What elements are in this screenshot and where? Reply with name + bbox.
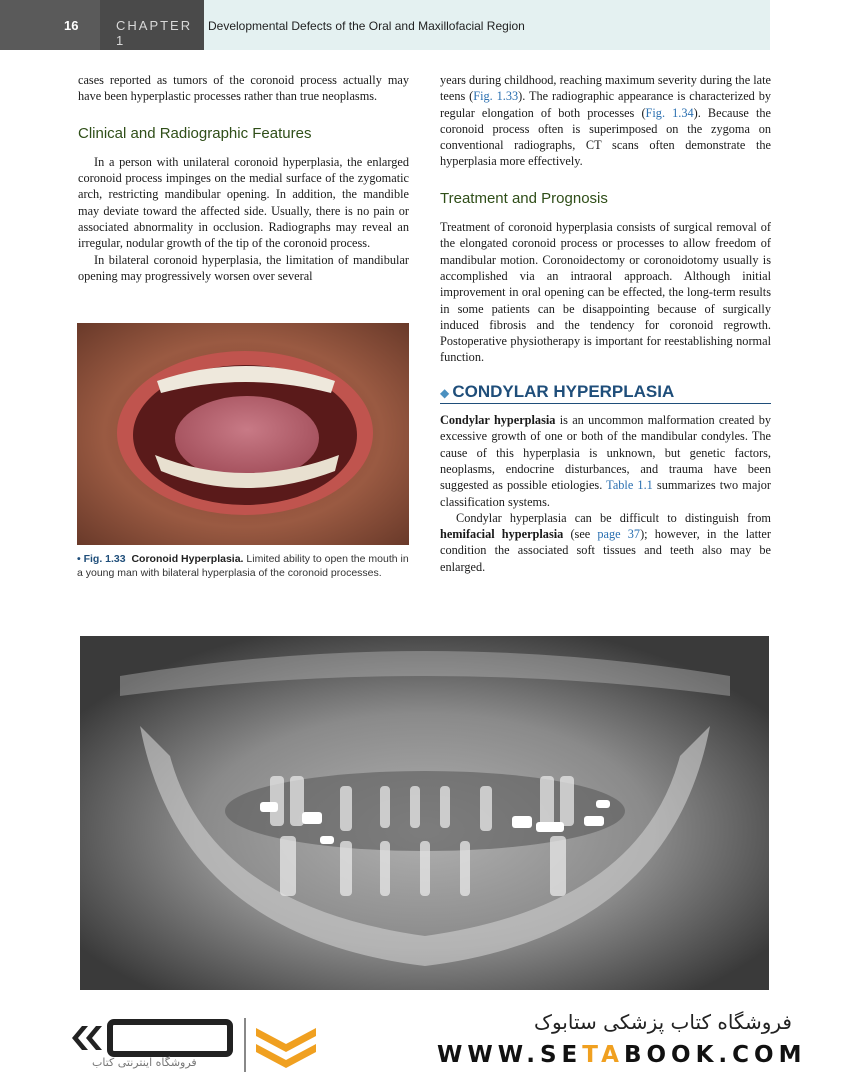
url-highlight: TA <box>582 1042 624 1068</box>
diamond-icon: ◆ <box>440 385 450 400</box>
running-title-box <box>204 0 770 50</box>
text: is an uncommon malformation created by excessive growth of one or both of the mandibular condyles. The cause of this hyperplasia is unknown, but genetic factors, neoplasms, endocrine disturbances, and trauma have been suggested as possible etiologies. <box>440 413 771 493</box>
section-heading-treatment: Treatment and Prognosis <box>440 189 608 207</box>
page-number: 16 <box>64 18 79 33</box>
url-part: WWW.SE <box>437 1042 583 1068</box>
figure-link-1-33[interactable]: Fig. 1.33 <box>473 89 519 104</box>
text: ). Because the coronoid process often is superimposed on the zygoma on conventional radiographs, CT scans often demonstrate the hyperplasia more effectively. <box>440 105 772 169</box>
page-link-37[interactable]: page 37 <box>597 527 641 542</box>
text: Condylar hyperplasia can be difficult to distinguish from <box>456 510 771 525</box>
figure-1-33-photo <box>77 323 409 545</box>
figure-text: Limited ability to open the mouth in a young man with bilateral hyperplasia of the coronoid processes. <box>77 553 409 579</box>
figure-label: • Fig. 1.33 <box>77 553 126 565</box>
text: ). The radiographic appearance is characterized by regular elongation of both processes ( <box>440 89 771 120</box>
paragraph: In a person with unilateral coronoid hyperplasia, the enlarged coronoid process impinges on the medial surface of the zygomatic arch, restricting mandibular opening. In addition, the mandible may deviate toward the affected side. Usually, there is no pain or associated abnormality in occlusion. Radiographs may reveal an irregular, nodular growth of the tip of the coronoid process. <box>78 154 409 251</box>
paragraph <box>440 72 771 170</box>
left-column <box>78 72 409 284</box>
paragraph: In bilateral coronoid hyperplasia, the limitation of mandibular opening may progressively worsen over several <box>78 252 409 283</box>
figure-link-1-34[interactable]: Fig. 1.34 <box>645 105 694 120</box>
logo-tagline: فروشگاه اینترنتی کتاب <box>92 1056 197 1069</box>
section-heading-condylar <box>440 381 771 404</box>
paragraph <box>440 412 771 510</box>
page-number-box <box>0 0 100 50</box>
bold-term: Condylar hyperplasia <box>440 413 556 428</box>
right-column <box>440 72 771 575</box>
paragraph: cases reported as tumors of the coronoid process actually may have been hyperplastic processes rather than true neoplasms. <box>78 73 409 104</box>
figure-1-34-panoramic-radiograph <box>80 636 769 990</box>
section-heading-text: CONDYLAR HYPERPLASIA <box>452 381 675 401</box>
store-name: فروشگاه کتاب پزشکی ستابوک <box>534 1010 792 1034</box>
chapter-box <box>100 0 204 50</box>
figure-caption <box>77 552 413 580</box>
text: summarizes two major classification systems. <box>440 478 771 509</box>
paragraph <box>440 510 771 575</box>
text: (see <box>563 527 598 542</box>
section-heading-clinical: Clinical and Radiographic Features <box>78 124 312 142</box>
paragraph: Treatment of coronoid hyperplasia consists of surgical removal of the elongated coronoid process or processes to allow freedom of mandibular motion. Coronoidectomy or coronoidotomy usually is accomplished via an intraoral approach. Although initial improvement in oral opening can be effected, the long-term results in some patients can be disappointing because of surgically induced fibrosis and the tendency for coronoid regrowth. Postoperative physiotherapy is important for reestablishing normal function. <box>440 220 771 365</box>
text: ); however, in the latter condition the associated soft tissues and teeth also may be enlarged. <box>440 527 771 574</box>
url-part: BOOK.COM <box>623 1042 807 1068</box>
running-title: Developmental Defects of the Oral and Maxillofacial Region <box>208 19 525 33</box>
table-link-1-1[interactable]: Table 1.1 <box>606 478 653 493</box>
website-url[interactable] <box>437 1042 806 1068</box>
chapter-label: CHAPTER 1 <box>116 18 193 48</box>
figure-title: Coronoid Hyperplasia. <box>131 553 244 565</box>
bold-term: hemifacial hyperplasia <box>440 527 564 542</box>
text: years during childhood, reaching maximum severity during the late teens ( <box>440 73 771 104</box>
